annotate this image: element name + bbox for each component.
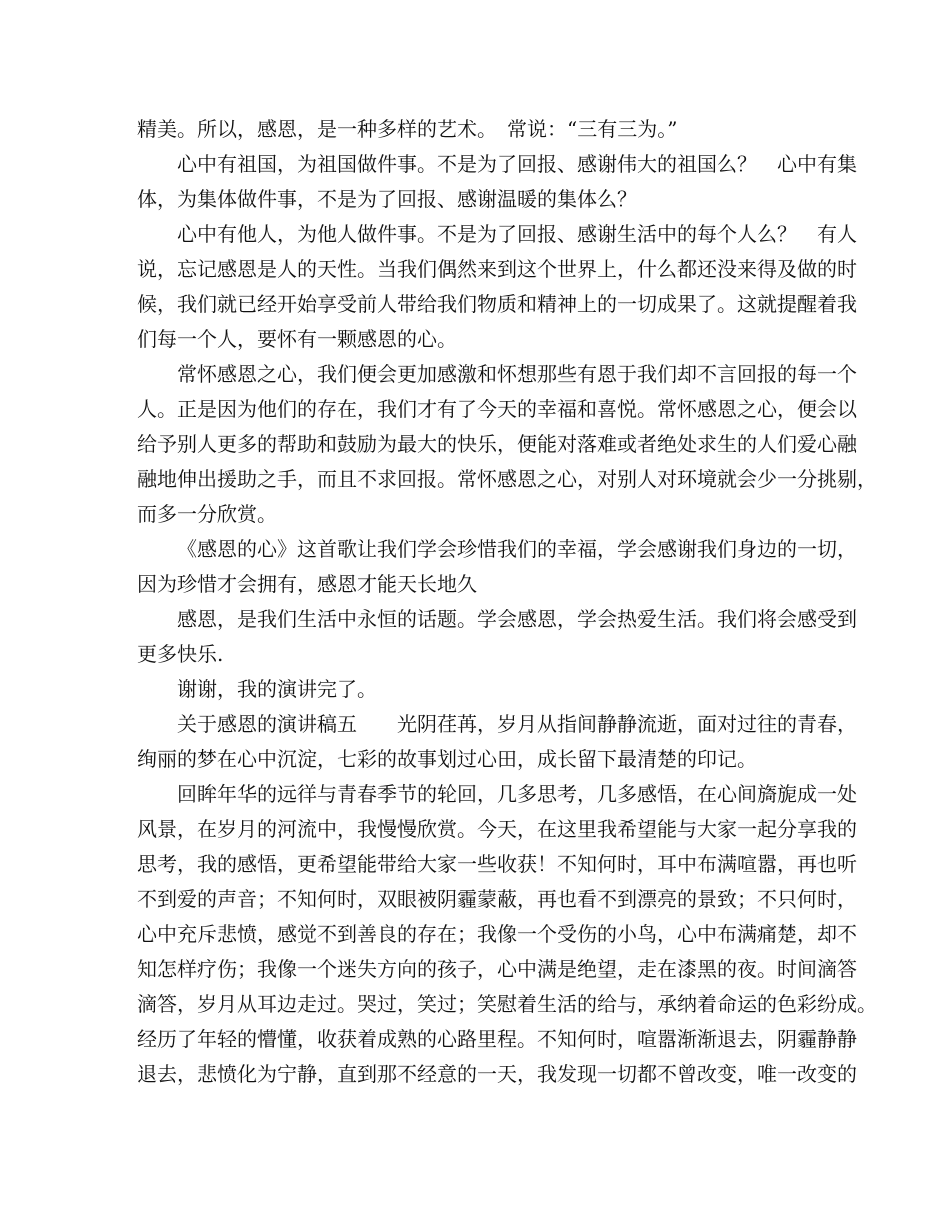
text-line: 绚丽的梦在心中沉淀，七彩的故事划过心田，成长留下最清楚的印记。 <box>137 747 757 771</box>
text-line: 思考，我的感悟，更希望能带给大家一些收获！不知何时，耳中布满喧嚣，再也听 <box>137 852 857 876</box>
text-line: 滴答，岁月从耳边走过。哭过，笑过；笑慰着生活的给与，承纳着命运的色彩纷成。 <box>137 992 877 1016</box>
text-line: 说，忘记感恩是人的天性。当我们偶然来到这个世界上，什么都还没来得及做的时 <box>137 257 857 281</box>
text-line: 感恩，是我们生活中永恒的话题。学会感恩，学会热爱生活。我们将会感受到 <box>177 607 857 631</box>
text-line: 退去，悲愤化为宁静，直到那不经意的一天，我发现一切都不曾改变，唯一改变的 <box>137 1062 857 1086</box>
text-line: 风景，在岁月的河流中，我慢慢欣赏。今天，在这里我希望能与大家一起分享我的 <box>137 817 857 841</box>
document-body <box>137 112 877 1092</box>
text-line: 体，为集体做件事，不是为了回报、感谢温暖的集体么？ <box>137 187 637 211</box>
text-line: 候，我们就已经开始享受前人带给我们物质和精神上的一切成果了。这就提醒着我 <box>137 292 857 316</box>
text-line: 而多一分欣赏。 <box>137 502 277 526</box>
text-line: 融地伸出援助之手，而且不求回报。常怀感恩之心，对别人对环境就会少一分挑剔， <box>137 467 877 491</box>
text-line: 常怀感恩之心，我们便会更加感激和怀想那些有恩于我们却不言回报的每一个 <box>177 362 857 386</box>
text-line: 回眸年华的远徉与青春季节的轮回，几多思考，几多感悟，在心间旖旎成一处 <box>177 782 857 806</box>
text-line: 《感恩的心》这首歌让我们学会珍惜我们的幸福，学会感谢我们身边的一切， <box>177 537 857 561</box>
text-line: 心中有他人，为他人做件事。不是为了回报、感谢生活中的每个人么？ 有人 <box>177 222 857 246</box>
text-line: 关于感恩的演讲稿五 光阴荏苒，岁月从指间静静流逝，面对过往的青春， <box>177 712 857 736</box>
text-line: 人。正是因为他们的存在，我们才有了今天的幸福和喜悦。常怀感恩之心，便会以 <box>137 397 857 421</box>
text-line: 精美。所以，感恩，是一种多样的艺术。 常说：“三有三为。” <box>137 117 678 141</box>
text-line: 们每一个人，要怀有一颗感恩的心。 <box>137 327 457 351</box>
text-line: 心中充斥悲愤，感觉不到善良的存在；我像一个受伤的小鸟，心中布满痛楚，却不 <box>137 922 857 946</box>
text-line: 因为珍惜才会拥有，感恩才能天长地久 <box>137 572 477 596</box>
text-line: 不到爱的声音；不知何时，双眼被阴霾蒙蔽，再也看不到漂亮的景致；不只何时， <box>137 887 857 911</box>
text-line: 给予别人更多的帮助和鼓励为最大的快乐，便能对落难或者绝处求生的人们爱心融 <box>137 432 857 456</box>
text-line: 经历了年轻的懵懂，收获着成熟的心路里程。不知何时，喧嚣渐渐退去，阴霾静静 <box>137 1027 857 1051</box>
text-line: 知怎样疗伤；我像一个迷失方向的孩子，心中满是绝望，走在漆黑的夜。时间滴答 <box>137 957 857 981</box>
text-line: 心中有祖国，为祖国做件事。不是为了回报、感谢伟大的祖国么？ 心中有集 <box>177 152 857 176</box>
text-line: 更多快乐. <box>137 642 224 666</box>
text-line: 谢谢，我的演讲完了。 <box>177 677 377 701</box>
